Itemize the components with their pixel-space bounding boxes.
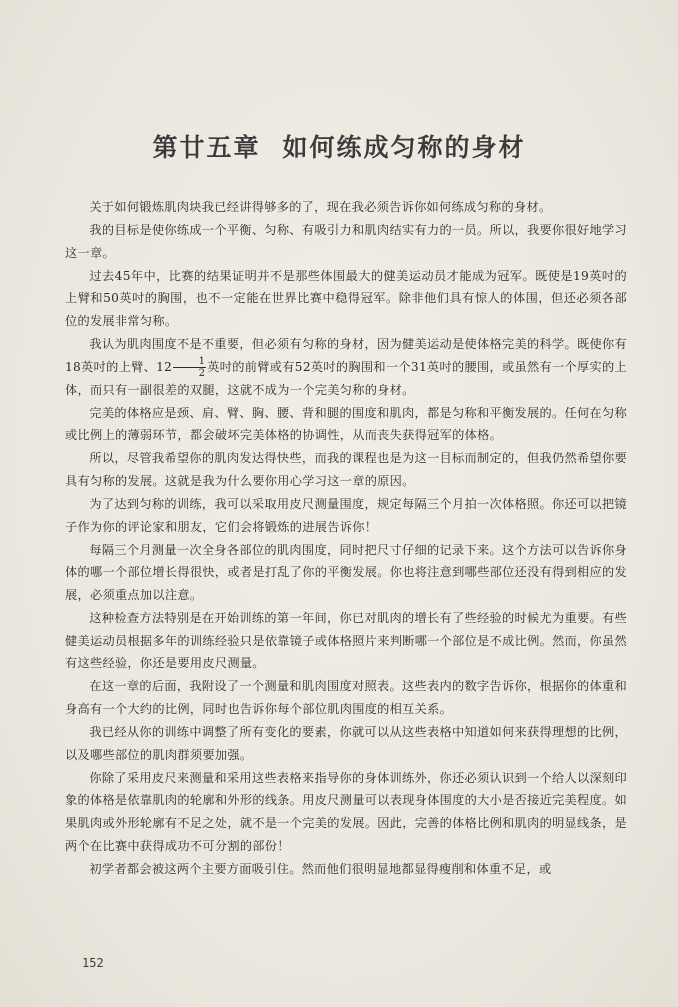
paragraph: 我的目标是使你练成一个平衡、匀称、有吸引力和肌肉结实有力的一员。所以，我要你很好地学习这一章。 — [65, 223, 627, 260]
chapter-number: 第廿五章 — [152, 133, 261, 162]
paragraph: 所以，尽管我希望你的肌肉发达得快些，而我的课程也是为这一目标而制定的，但我仍然希望你要具有匀称的发展。这就是我为什么要你用心学习这一章的原因。 — [65, 451, 627, 489]
paragraph-text: 我认为肌肉围度不是不重要，但必须有匀称的身材，因为健美运动是使体格完美的科学。既使你有18英吋的上臂、12 — [65, 337, 627, 374]
paragraph: 过去45年中，比赛的结果证明并不是那些体围最大的健美运动员才能成为冠军。既使是19英吋的上臂和50英吋的胸围，也不一定能在世界比赛中稳得冠军。除非他们具有惊人的体围，但还必须各部位的发展非常匀称。 — [65, 268, 627, 328]
chapter-body — [65, 196, 627, 881]
paragraph: 初学者都会被这两个主要方面吸引住。然而他们很明显地都显得瘦削和体重不足，或 — [89, 861, 552, 876]
paragraph: 你除了采用皮尺来测量和采用这些表格来指导你的身体训练外，你还必须认识到一个给人以深刻印象的体格是依靠肌肉的轮廓和外形的线条。用皮尺测量可以表现身体围度的大小是否接近完美程度。如果肌肉或外形轮廓有不足之处，就不是一个完美的发展。因此，完善的体格比例和肌肉的明显线条，是两个在比赛中获得成功不可分割的部份！ — [65, 770, 627, 853]
chapter-heading — [0, 128, 678, 164]
paragraph — [65, 333, 627, 401]
fraction — [173, 356, 206, 379]
paragraph: 完美的体格应是颈、肩、臂、胸、腰、背和腿的围度和肌肉，都是匀称和平衡发展的。任何在匀称或比例上的薄弱环节，都会破坏完美体格的协调性，从而丧失获得冠军的体格。 — [65, 405, 627, 443]
fraction-denominator: 2 — [198, 367, 206, 379]
fraction-numerator: 1 — [173, 356, 206, 368]
paragraph: 在这一章的后面，我附设了一个测量和肌肉围度对照表。这些表内的数字告诉你，根据你的体重和身高有一个大约的比例，同时也告诉你每个部位肌肉围度的相互关系。 — [65, 679, 627, 716]
paragraph: 为了达到匀称的训练，我可以采取用皮尺测量围度，规定每隔三个月拍一次体格照。你还可以把镜子作为你的评论家和朋友，它们会将锻炼的进展告诉你！ — [65, 497, 627, 534]
paragraph: 关于如何锻炼肌肉块我已经讲得够多的了，现在我必须告诉你如何练成匀称的身材。 — [89, 200, 552, 214]
chapter-title: 如何练成匀称的身材 — [282, 133, 526, 162]
page-number: 152 — [82, 956, 104, 970]
paragraph: 我已经从你的训练中调整了所有变化的要素，你就可以从这些表格中知道如何来获得理想的比例，以及哪些部位的肌肉群须要加强。 — [65, 725, 627, 762]
paragraph-text: 英吋的前臂或有52英吋的胸围和一个31英吋的腰围，或虽然有一个厚实的上体，而只有一副很差的双腿，这就不成为一个完美匀称的身材。 — [65, 359, 627, 397]
paragraph: 每隔三个月测量一次全身各部位的肌肉围度，同时把尺寸仔细的记录下来。这个方法可以告诉你身体的哪一个部位增长得很快，或者是打乱了你的平衡发展。你也将注意到哪些部位还没有得到相应的发展，必须重点加以注意。 — [65, 542, 627, 602]
paragraph: 这种检查方法特别是在开始训练的第一年间，你已对肌肉的增长有了些经验的时候尤为重要。有些健美运动员根据多年的训练经验只是依靠镜子或体格照片来判断哪一个部位是不成比例。然而，你虽然有这些经验，你还是要用皮尺测量。 — [65, 611, 627, 671]
